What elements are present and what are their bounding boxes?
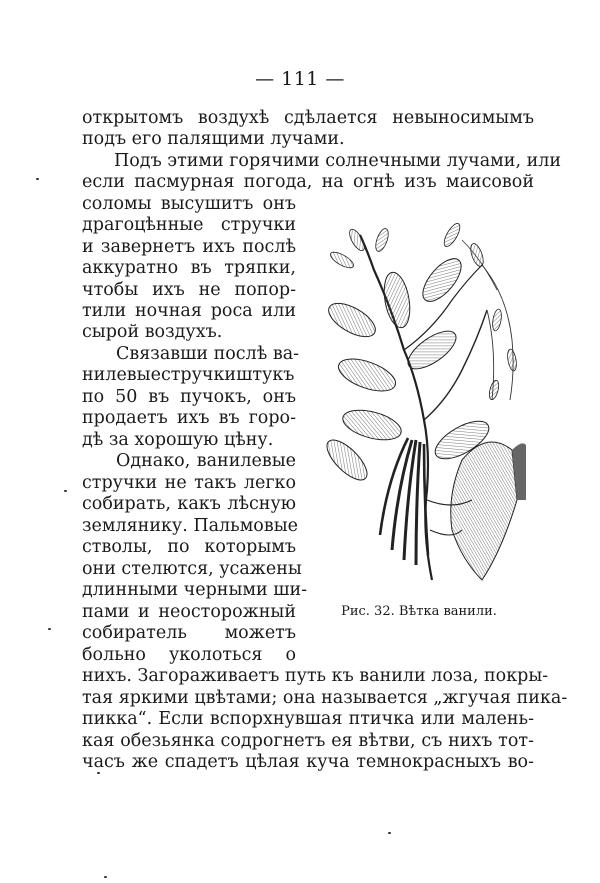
text-line: стручки не такъ легко [82, 473, 296, 493]
text-line: землянику. Пальмовые [82, 516, 298, 536]
text-line: по 50 въ пучокъ, онъ [82, 387, 296, 407]
text-line: они стелются, усажены [82, 559, 302, 579]
scan-speck [48, 628, 51, 630]
scan-speck [64, 490, 67, 492]
text-line: тая яркими цвѣтами; она называется „жгучая пика- [82, 688, 568, 708]
text-line: если пасмурная погода, на огнѣ изъ маисовой [82, 172, 534, 192]
text-line: дѣ за хорошую цѣну. [82, 430, 274, 450]
text-line: Подъ этими горячими солнечными лучами, или [114, 151, 562, 171]
text-line: длинными черными ши- [82, 580, 308, 600]
text-line: драгоцѣнные стручки [82, 215, 296, 235]
text-line: больно уколоться о [82, 645, 296, 665]
page-number: — 111 — [255, 68, 345, 90]
text-line: соломы высушитъ онъ [82, 194, 296, 214]
figure-caption: Рис. 32. Вѣтка ванили. [341, 604, 497, 619]
text-line: подъ его палящими лучами. [82, 129, 345, 149]
text-line: стволы, по которымъ [82, 537, 296, 557]
text-line: пами и неосторожный [82, 602, 296, 622]
text-line: собиратель можетъ [82, 623, 296, 643]
text-line: Связавши послѣ ва- [116, 344, 300, 364]
text-line: собирать, какъ лѣсную [82, 494, 296, 514]
scan-speck [388, 832, 391, 834]
text-line: открытомъ воздухѣ сдѣлается невыносимымъ [82, 108, 534, 128]
text-line: и завернетъ ихъ послѣ [82, 237, 296, 257]
scan-speck [104, 876, 107, 878]
text-line: пикка“. Если вспорхнувшая птичка или малень- [82, 709, 534, 729]
scan-speck [36, 178, 39, 180]
text-line: нихъ. Загораживаетъ путь къ ванили лоза, покры- [82, 666, 549, 686]
text-line: аккуратно въ тряпки, [82, 258, 296, 278]
vanilla-branch-illustration [312, 200, 526, 588]
text-line: кая обезьянка содрогнетъ ея вѣтви, съ нихъ тот- [82, 731, 534, 751]
text-line: продаетъ ихъ въ горо- [82, 408, 296, 428]
scan-speck [97, 772, 100, 774]
text-line: тили ночная роса или [82, 301, 296, 321]
text-line: часъ же спадетъ цѣлая куча темнокрасныхъ во- [82, 752, 534, 772]
text-line: чтобы ихъ не попор- [82, 280, 296, 300]
text-line: Однако, ванилевые [116, 451, 296, 471]
text-line: сырой воздухъ. [82, 322, 223, 342]
text-line: нилевыестручкиштукъ [82, 365, 295, 385]
